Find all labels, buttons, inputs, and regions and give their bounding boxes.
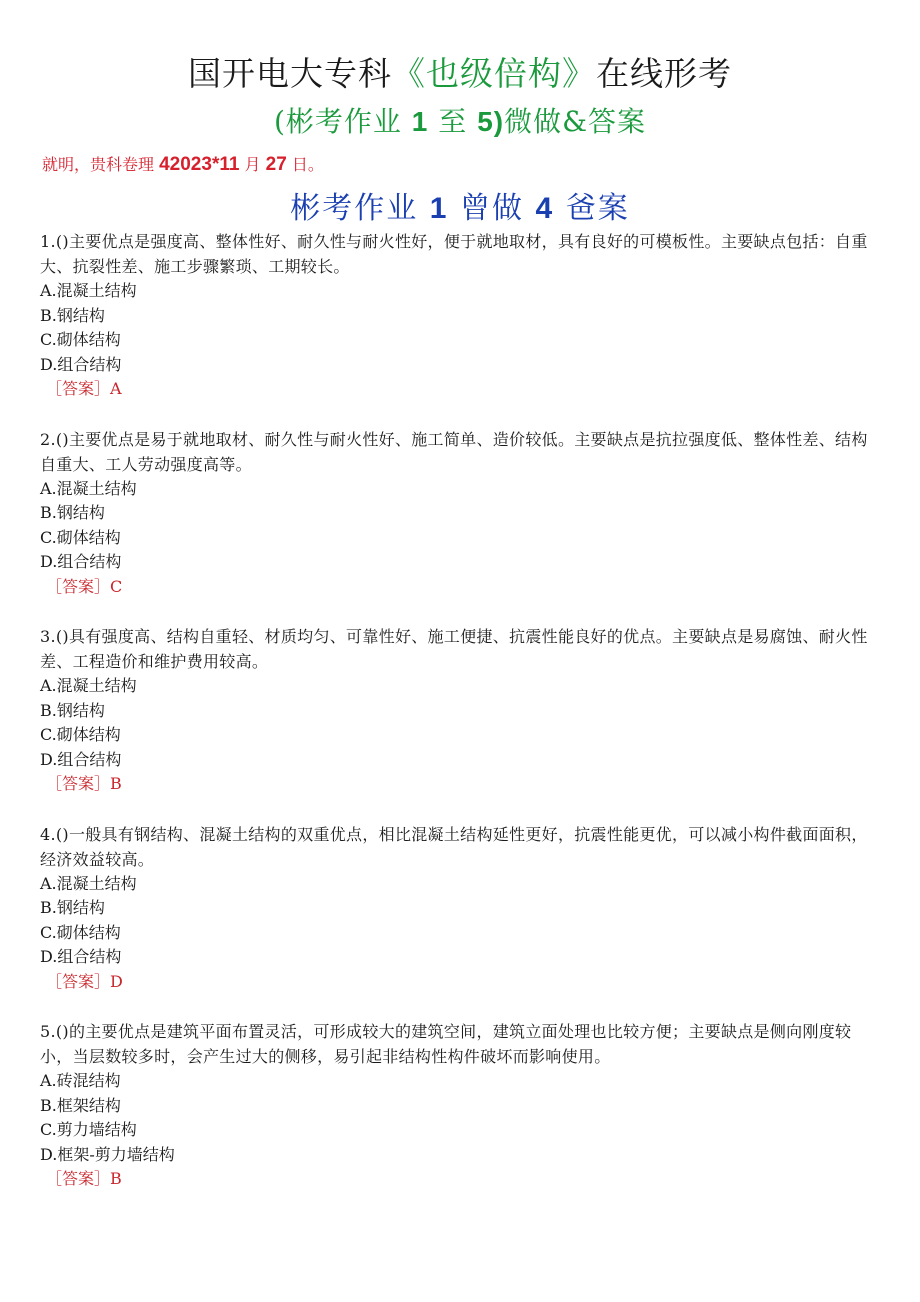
option-d: D.组合结构 <box>40 354 122 374</box>
option-d: D.组合结构 <box>40 947 122 966</box>
question-text: 4.()一般具有钢结构、混凝土结构的双重优点，相比混凝土结构延性更好，抗震性能更优，可以减小构件截面面积，经济效益较高。 <box>40 824 868 869</box>
title-part-3: 在线形考 <box>596 54 732 93</box>
note-bold: 42023*11 <box>159 154 240 175</box>
option-a: A.砖混结构 <box>40 1071 121 1090</box>
note-day: 27 <box>265 154 287 175</box>
document-title <box>0 48 920 95</box>
option-c: C.砌体结构 <box>40 330 121 349</box>
option-b: B.钢结构 <box>40 305 105 325</box>
section-part-2: 曾做 <box>460 191 524 226</box>
title-part-1: 国开电大专科 <box>188 54 392 93</box>
option-c: C.砌体结构 <box>40 725 121 744</box>
note-prefix: 就明，贵科卷理 <box>42 155 155 174</box>
option-c: C.砌体结构 <box>40 527 121 547</box>
question-item <box>40 822 880 995</box>
question-list <box>40 229 880 1217</box>
question-item <box>40 427 880 600</box>
option-a: A.混凝土结构 <box>40 478 137 498</box>
option-b: B.钢结构 <box>40 898 105 917</box>
section-num-1: 1 <box>429 192 449 225</box>
note-suffix: 日。 <box>291 155 324 174</box>
update-note <box>42 152 324 176</box>
subtitle-part-1: (彬考作业 <box>273 105 402 138</box>
section-title <box>0 183 920 227</box>
section-part-1: 彬考作业 <box>290 191 419 226</box>
option-d: D.组合结构 <box>40 749 122 769</box>
question-item <box>40 624 880 797</box>
question-text: 1.()主要优点是强度高、整体性好、耐久性与耐火性好，便于就地取材，具有良好的可模板性。主要缺点包括：自重大、抗裂性差、施工步骤繁琐、工期较长。 <box>40 232 868 276</box>
question-text: 5.()的主要优点是建筑平面布置灵活，可形成较大的建筑空间，建筑立面处理也比较方便；主要缺点是侧向刚度较小，当层数较多时，会产生过大的侧移，易引起非结构性构件破坏而影响使用。 <box>40 1022 852 1066</box>
question-text: 3.()具有强度高、结构自重轻、材质均匀、可靠性好、施工便捷、抗震性能良好的优点。主要缺点是易腐蚀、耐火性差、工程造价和维护费用较高。 <box>40 627 868 671</box>
option-c: C.砌体结构 <box>40 922 121 942</box>
subtitle-part-3: 微做&答案 <box>504 105 647 138</box>
option-b: B.框架结构 <box>40 1095 121 1115</box>
option-b: B.钢结构 <box>40 503 105 522</box>
option-b: B.钢结构 <box>40 700 105 720</box>
answer-label: ［答案］D <box>46 971 123 991</box>
answer-label: ［答案］B <box>46 1169 122 1188</box>
question-item <box>40 229 880 402</box>
document-subtitle <box>0 100 920 140</box>
question-text: 2.()主要优点是易于就地取材、耐久性与耐火性好、施工简单、造价较低。主要缺点是抗拉强度低、整体性差、结构自重大、工人劳动强度高等。 <box>40 429 868 474</box>
title-part-2: 《也级倍构》 <box>392 54 596 93</box>
note-mid: 月 <box>244 155 261 174</box>
option-a: A.混凝土结构 <box>40 676 137 695</box>
answer-label: ［答案］C <box>46 576 123 596</box>
question-item <box>40 1019 880 1192</box>
option-a: A.混凝土结构 <box>40 873 137 893</box>
option-c: C.剪力墙结构 <box>40 1120 137 1139</box>
answer-label: ［答案］A <box>46 379 122 398</box>
option-d: D.组合结构 <box>40 552 122 571</box>
section-part-3: 爸案 <box>565 191 630 226</box>
subtitle-num-1: 1 <box>411 106 429 137</box>
option-a: A.混凝土结构 <box>40 281 137 300</box>
subtitle-num-2: 5) <box>477 106 505 137</box>
section-num-2: 4 <box>535 192 555 225</box>
answer-label: ［答案］B <box>46 774 122 793</box>
subtitle-part-2: 至 <box>438 105 468 138</box>
option-d: D.框架-剪力墙结构 <box>40 1144 175 1164</box>
